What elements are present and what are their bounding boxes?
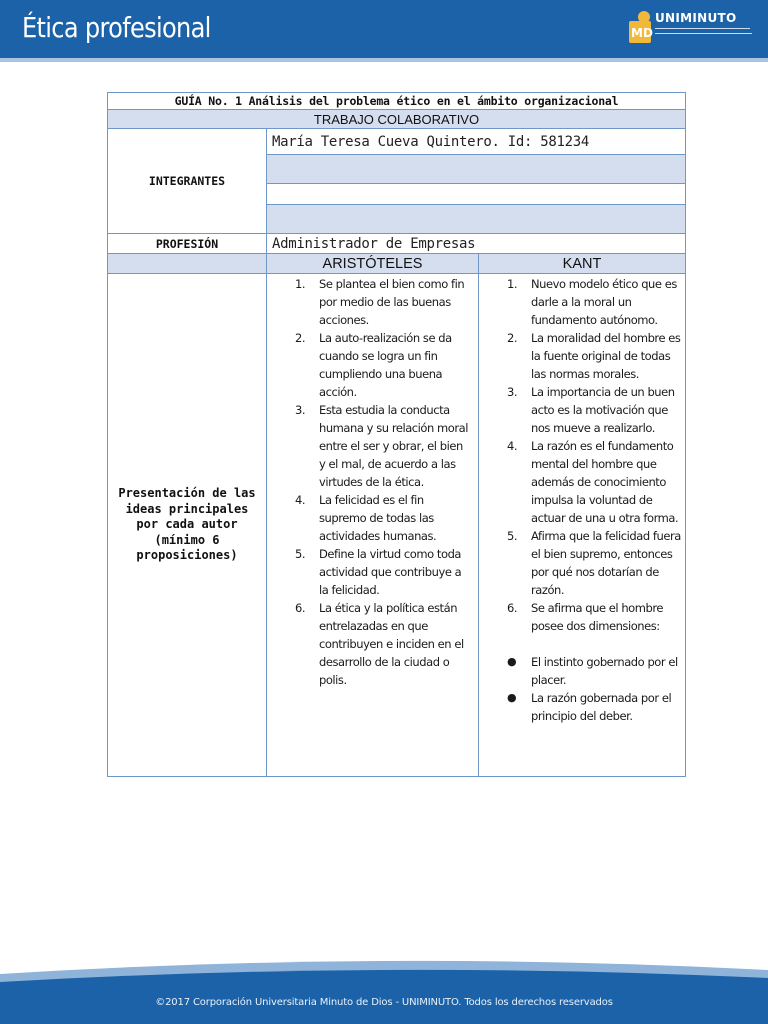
proposition-text: Se plantea el bien como fin por medio de las buenas acciones. [319,277,465,327]
dimension-item [479,653,685,689]
members-label: INTEGRANTES [108,129,267,234]
footer-copyright: ©2017 Corporación Universitaria Minuto de Dios - UNIMINUTO. Todos los derechos reservados [155,997,613,1008]
aristoteles-ideas [267,274,479,777]
item-number: 4. [295,493,306,507]
item-number: 5. [295,547,306,561]
author-heading-kant: KANT [479,254,686,274]
dimension-text: La razón gobernada por el principio del deber. [531,691,672,723]
kant-ideas [479,274,686,777]
logo-name: UNIMINUTO [655,11,737,25]
proposition-text: Se afirma que el hombre posee dos dimensiones: [531,601,664,633]
proposition-item [479,383,685,437]
item-number: 2. [507,331,518,345]
proposition-item [479,437,685,527]
kant-dimensions-list [479,653,685,725]
proposition-item [479,329,685,383]
proposition-text: La importancia de un buen acto es la motivación que nos mueve a realizarlo. [531,385,675,435]
proposition-item [267,545,478,599]
profession-value: Administrador de Empresas [267,234,686,254]
item-number: 3. [295,403,306,417]
page-title: Ética profesional [22,11,211,44]
proposition-text: La ética y la política están entrelazadas en que contribuyen e inciden en el desarrollo de la ciudad o polis. [319,601,464,687]
uniminuto-logo [628,10,753,48]
proposition-text: Afirma que la felicidad fuera el bien supremo, entonces por qué nos dotarían de razón. [531,529,681,597]
proposition-item [267,599,478,689]
author-header-spacer [108,254,267,274]
proposition-text: La moralidad del hombre es la fuente original de todas las normas morales. [531,331,681,381]
kant-list [479,275,685,635]
proposition-text: Esta estudia la conducta humana y su relación moral entre el ser y obrar, el bien y el mal, de acuerdo a las virtudes de la ética. [319,403,469,489]
proposition-item [267,329,478,401]
guide-title: GUÍA No. 1 Análisis del problema ético en el ámbito organizacional [108,93,686,110]
proposition-text: La razón es el fundamento mental del hombre que además de conocimiento impulsa la voluntad de actuar de una u otra forma. [531,439,679,525]
bullet-icon: ● [507,691,517,704]
proposition-text: Nuevo modelo ético que es darle a la moral un fundamento autónomo. [531,277,677,327]
aristoteles-list [267,275,478,689]
item-number: 1. [295,277,306,291]
proposition-text: Define la virtud como toda actividad que contribuye a la felicidad. [319,547,462,597]
logo-tagline-line [655,28,750,29]
member-row [267,184,686,205]
work-title: TRABAJO COLABORATIVO [108,110,686,129]
proposition-item [479,275,685,329]
proposition-item [267,275,478,329]
proposition-item [479,527,685,599]
item-number: 4. [507,439,518,453]
proposition-text: La auto-realización se da cuando se logra un fin cumpliendo una buena acción. [319,331,452,399]
item-number: 5. [507,529,518,543]
author-heading-aristoteles: ARISTÓTELES [267,254,479,274]
bullet-icon: ● [507,655,517,668]
proposition-item [267,491,478,545]
page-header [0,0,768,62]
proposition-item [267,401,478,491]
logo-tagline-line [655,33,752,34]
item-number: 6. [507,601,518,615]
item-number: 6. [295,601,306,615]
dimension-text: El instinto gobernado por el placer. [531,655,678,687]
profession-label: PROFESIÓN [108,234,267,254]
item-number: 2. [295,331,306,345]
member-row: María Teresa Cueva Quintero. Id: 581234 [267,129,686,155]
svg-text:MD: MD [631,26,653,40]
guide-table [107,92,686,777]
member-row [267,155,686,184]
item-number: 3. [507,385,518,399]
proposition-text: La felicidad es el fin supremo de todas las actividades humanas. [319,493,437,543]
ideas-label: Presentación de las ideas principales por cada autor (mínimo 6 proposiciones) [108,274,267,777]
item-number: 1. [507,277,518,291]
dimension-item [479,689,685,725]
member-row [267,205,686,234]
uniminuto-logo-icon [628,10,654,46]
proposition-item [479,599,685,635]
